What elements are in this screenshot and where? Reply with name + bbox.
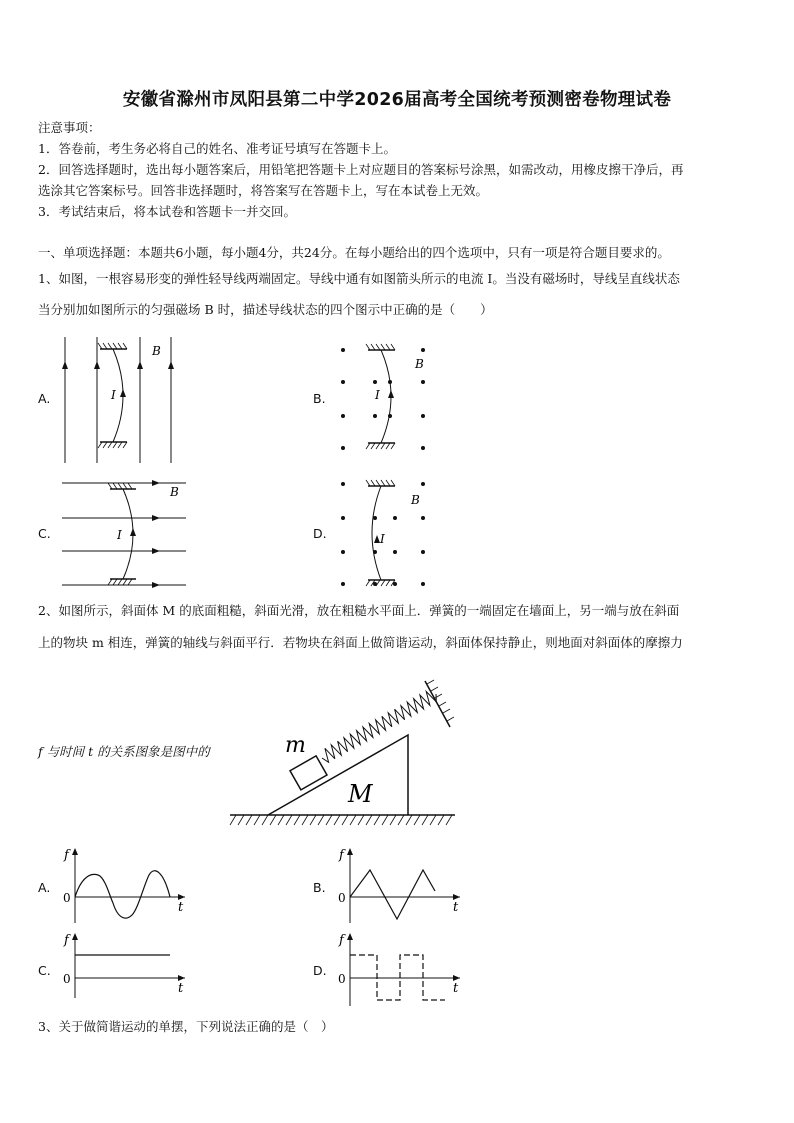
notice-heading: 注意事项： — [38, 120, 101, 135]
notice-item-1: 1．答卷前，考生务必将自己的姓名、准考证号填写在答题卡上。 — [38, 141, 396, 156]
q2-block-label: m — [285, 733, 306, 758]
section-heading: 一、单项选择题：本题共6小题，每小题4分，共24分。在每小题给出的四个选项中，只有一项是符合题目要求的。 — [38, 245, 670, 260]
q2-c-origin: 0 — [63, 972, 71, 986]
q2-wedge-figure — [230, 672, 475, 832]
q1-stem-line2: 当分别加如图所示的匀强磁场 B 时，描述导线状态的四个图示中正确的是（ ） — [38, 302, 493, 317]
q2-c-axis-t: t — [178, 981, 184, 996]
q2-c-axis-f: f — [64, 933, 69, 948]
q1-figure-b — [335, 340, 435, 460]
q2-stem-line2: 上的物块 m 相连，弹簧的轴线与斜面平行．若物块在斜面上做简谐运动，斜面体保持静止，则地面对斜面体的摩擦力 — [38, 635, 683, 650]
q2-option-a-label: A. — [38, 880, 51, 895]
q2-b-origin: 0 — [338, 891, 346, 905]
q2-stem-line1: 2、如图所示，斜面体 M 的底面粗糙，斜面光滑，放在粗糙水平面上．弹簧的一端固定在墙面上，另一端与放在斜面 — [38, 603, 680, 618]
q2-a-origin: 0 — [63, 891, 71, 905]
q2-graph-c — [60, 930, 195, 1000]
q2-graph-b — [335, 845, 470, 925]
q1-option-a-label: A. — [38, 391, 51, 406]
q1-option-d-label: D. — [313, 526, 327, 541]
q2-option-d-label: D. — [313, 963, 327, 978]
q2-a-axis-t: t — [178, 900, 184, 915]
q2-b-axis-t: t — [453, 900, 459, 915]
q1-option-c-label: C. — [38, 526, 51, 541]
q1-c-field-label: B — [170, 485, 179, 499]
q2-b-axis-f: f — [339, 848, 344, 863]
q1-stem-line1: 1、如图，一根容易形变的弹性轻导线两端固定。导线中通有如图箭头所示的电流 I。当没有磁场时，导线呈直线状态 — [38, 271, 680, 286]
page-title: 安徽省滁州市凤阳县第二中学2026届高考全国统考预测密卷物理试卷 — [122, 90, 672, 110]
q2-d-axis-t: t — [453, 981, 459, 996]
q1-b-current-label: I — [375, 388, 380, 402]
notice-item-2-cont: 选涂其它答案标号。回答非选择题时，将答案写在答题卡上，写在本试卷上无效。 — [38, 183, 489, 198]
q2-stem-line3: f 与时间 t 的关系图象是图中的 — [38, 744, 210, 759]
q1-figure-c — [60, 473, 190, 593]
q1-figure-a — [55, 335, 185, 465]
q1-d-current-label: I — [380, 532, 385, 546]
q2-a-axis-f: f — [64, 848, 69, 863]
q1-b-field-label: B — [415, 357, 424, 371]
notice-item-3: 3．考试结束后，将本试卷和答题卡一并交回。 — [38, 204, 296, 219]
q2-d-axis-f: f — [339, 933, 344, 948]
q1-c-current-label: I — [117, 528, 122, 542]
q2-graph-d — [335, 930, 470, 1010]
q2-option-b-label: B. — [313, 880, 326, 895]
notice-item-2: 2．回答选择题时，选出每小题答案后，用铅笔把答题卡上对应题目的答案标号涂黑，如需改动，用橡皮擦干净后，再 — [38, 162, 684, 177]
q1-d-field-label: B — [411, 493, 420, 507]
q2-wedge-label: M — [348, 780, 373, 808]
q1-a-field-label: B — [152, 344, 161, 358]
q3-stem-line1: 3、关于做简谐运动的单摆，下列说法正确的是（ ） — [38, 1019, 334, 1034]
q1-figure-d — [335, 476, 435, 596]
q1-a-current-label: I — [111, 388, 116, 402]
q2-d-origin: 0 — [338, 972, 346, 986]
q2-graph-a — [60, 845, 195, 925]
q2-option-c-label: C. — [38, 963, 51, 978]
q1-option-b-label: B. — [313, 391, 326, 406]
